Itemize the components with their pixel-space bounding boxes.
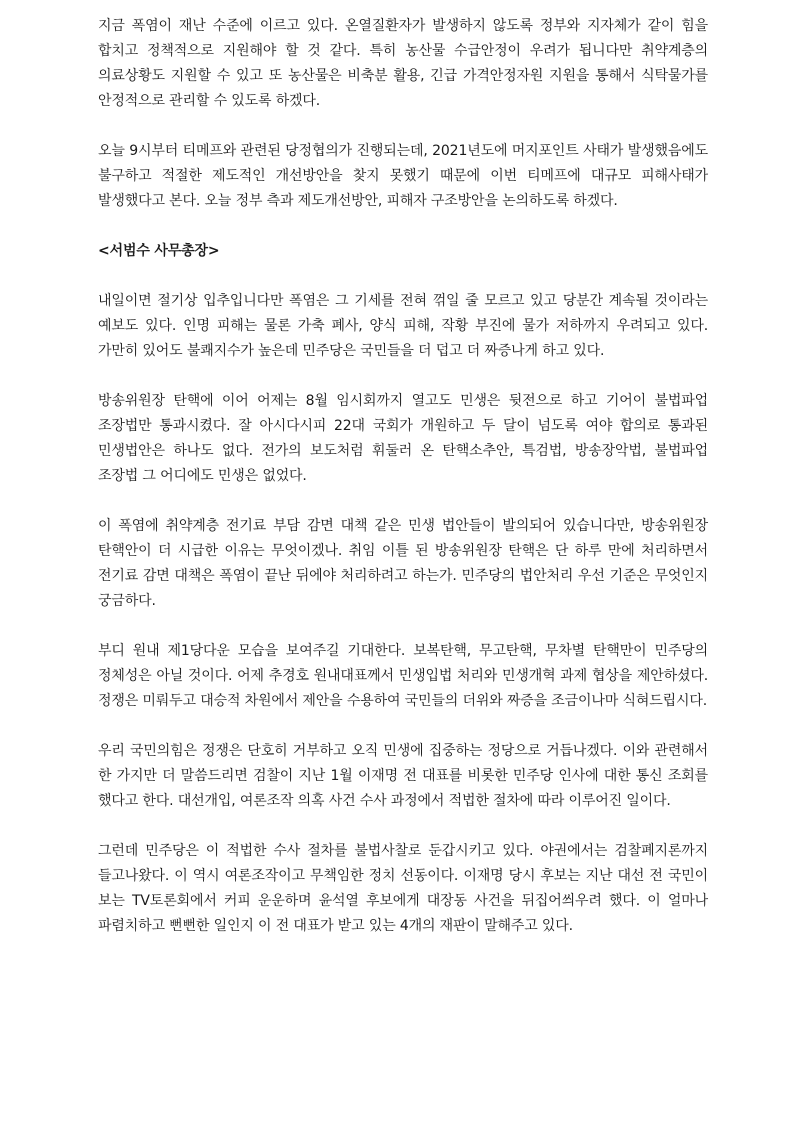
document-body (98, 14, 708, 964)
paragraph-heatwave-forecast: 내일이면 절기상 입추입니다만 폭염은 그 기세를 전혀 꺾일 줄 모르고 있고 당분간 계속될 것이라는 예보도 있다. 인명 피해는 물론 가축 폐사, 양식 피해, 작황 부진에 물가 저하까지 우려되고 있다. 가만히 있어도 불쾌지수가 높은데 민주당은 국민들을 더 덥고 더 짜증나게 하고 있다. (98, 293, 708, 359)
paragraph-broadcast-impeachment: 방송위원장 탄핵에 이어 어제는 8월 임시회까지 열고도 민생은 뒷전으로 하고 기어이 불법파업 조장법만 통과시켰다. 잘 아시다시피 22대 국회가 개원하고 두 달이 넘도록 여야 합의로 통과된 민생법안은 하나도 없다. 전가의 보도처럼 휘둘러 온 탄핵소추안, 특검법, 방송장악법, 불법파업 조장법 그 어디에도 민생은 없었다. (98, 393, 708, 484)
paragraph-illegal-surveillance-claim: 그런데 민주당은 이 적법한 수사 절차를 불법사찰로 둔갑시키고 있다. 야권에서는 검찰폐지론까지 들고나왔다. 이 역시 여론조작이고 무책임한 정치 선동이다. 이재명 당시 후보는 지난 대선 전 국민이 보는 TV토론회에서 커피 운운하며 윤석열 후보에게 대장동 사건을 뒤집어씌우려 했다. 이 얼마나 파렴치하고 뻔뻔한 일인지 이 전 대표가 받고 있는 4개의 재판이 말해주고 있다. (98, 843, 708, 934)
paragraph-heatwave-response: 지금 폭염이 재난 수준에 이르고 있다. 온열질환자가 발생하지 않도록 정부와 지자체가 같이 힘을 합치고 정책적으로 지원해야 할 것 같다. 특히 농산물 수급안정이 우려가 됩니다만 취약계층의 의료상황도 지원할 수 있고 또 농산물은 비축분 활용, 긴급 가격안정자원 지원을 통해서 식탁물가를 안정적으로 관리할 수 있도록 하겠다. (98, 18, 708, 109)
paragraph-prosecution-inquiry: 우리 국민의힘은 정쟁은 단호히 거부하고 오직 민생에 집중하는 정당으로 거듭나겠다. 이와 관련해서 한 가지만 더 말씀드리면 검찰이 지난 1월 이재명 전 대표를 비롯한 민주당 인사에 대한 통신 조회를 했다고 한다. 대선개입, 여론조작 의혹 사건 수사 과정에서 적법한 절차에 따라 이루어진 일이다. (98, 743, 708, 809)
paragraph-majority-party: 부디 원내 제1당다운 모습을 보여주길 기대한다. 보복탄핵, 무고탄핵, 무차별 탄핵만이 민주당의 정체성은 아닐 것이다. 어제 추경호 원내대표께서 민생입법 처리와 민생개혁 과제 협상을 제안하셨다. 정쟁은 미뤄두고 대승적 차원에서 제안을 수용하여 국민들의 더위와 짜증을 조금이나마 식혀드립시다. (98, 643, 709, 709)
speaker-heading: <서범수 사무총장> (98, 243, 220, 259)
paragraph-tmep-consultation: 오늘 9시부터 티메프와 관련된 당정협의가 진행되는데, 2021년도에 머지포인트 사태가 발생했음에도 불구하고 적절한 제도적인 개선방안을 찾지 못했기 때문에 이번 티메프에 대규모 피해사태가 발생했다고 본다. 오늘 정부 측과 제도개선방안, 피해자 구조방안을 논의하도록 하겠다. (98, 143, 708, 209)
paragraph-electricity-relief: 이 폭염에 취약계층 전기료 부담 감면 대책 같은 민생 법안들이 발의되어 있습니다만, 방송위원장 탄핵안이 더 시급한 이유는 무엇이겠나. 취임 이틀 된 방송위원장 탄핵은 단 하루 만에 처리하면서 전기료 감면 대책은 폭염이 끝난 뒤에야 처리하려고 하는가. 민주당의 법안처리 우선 기준은 무엇인지 궁금하다. (98, 518, 708, 609)
